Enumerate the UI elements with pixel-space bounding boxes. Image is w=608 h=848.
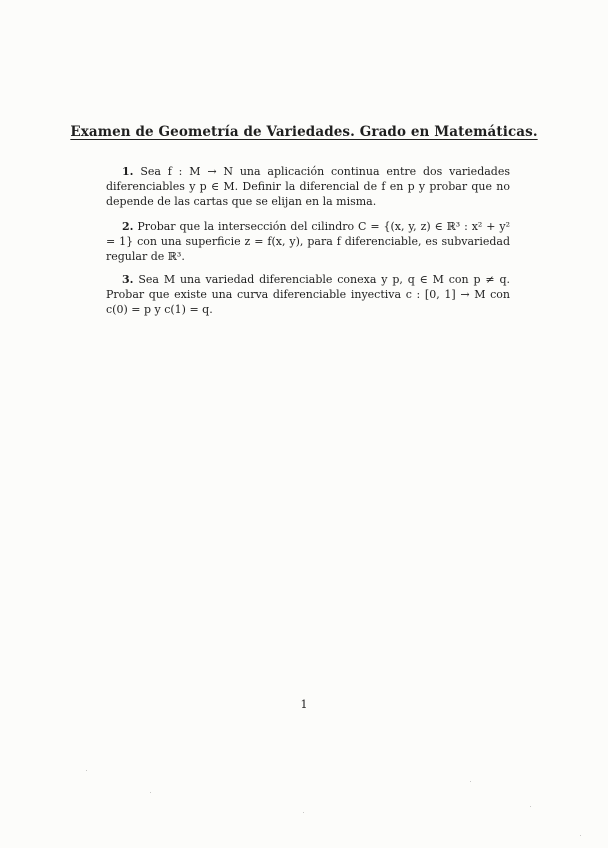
scan-speck — [580, 835, 581, 836]
problem-2-text: Probar que la intersección del cilindro C = {(x, y, z) ∈ ℝ³ : x² + y² = 1} con una superficie z = f(x, y), para f diferenciable, es subvariedad regular de ℝ³. — [106, 220, 510, 263]
exam-title: Examen de Geometría de Variedades. Grado en Matemáticas. — [70, 124, 538, 140]
problem-2-number: 2. — [122, 220, 134, 233]
scan-speck — [530, 806, 531, 807]
scan-speck — [86, 770, 87, 771]
page-number: 1 — [300, 698, 308, 711]
problem-1-text: Sea f : M → N una aplicación continua entre dos variedades diferenciables y p ∈ M. Definir la diferencial de f en p y probar que no depende de las cartas que se elijan en la misma. — [106, 165, 510, 208]
problem-3-text: Sea M una variedad diferenciable conexa y p, q ∈ M con p ≠ q. Probar que existe una curva diferenciable inyectiva c : [0, 1] → M con c(0) = p y c(1) = q. — [106, 273, 510, 316]
scan-speck — [303, 812, 304, 813]
problem-1-number: 1. — [122, 165, 134, 178]
problem-3 — [106, 272, 510, 317]
problem-1 — [106, 164, 510, 209]
scan-speck — [470, 781, 471, 782]
scan-speck — [150, 792, 151, 793]
problem-2 — [106, 219, 510, 264]
problem-3-number: 3. — [122, 273, 134, 286]
